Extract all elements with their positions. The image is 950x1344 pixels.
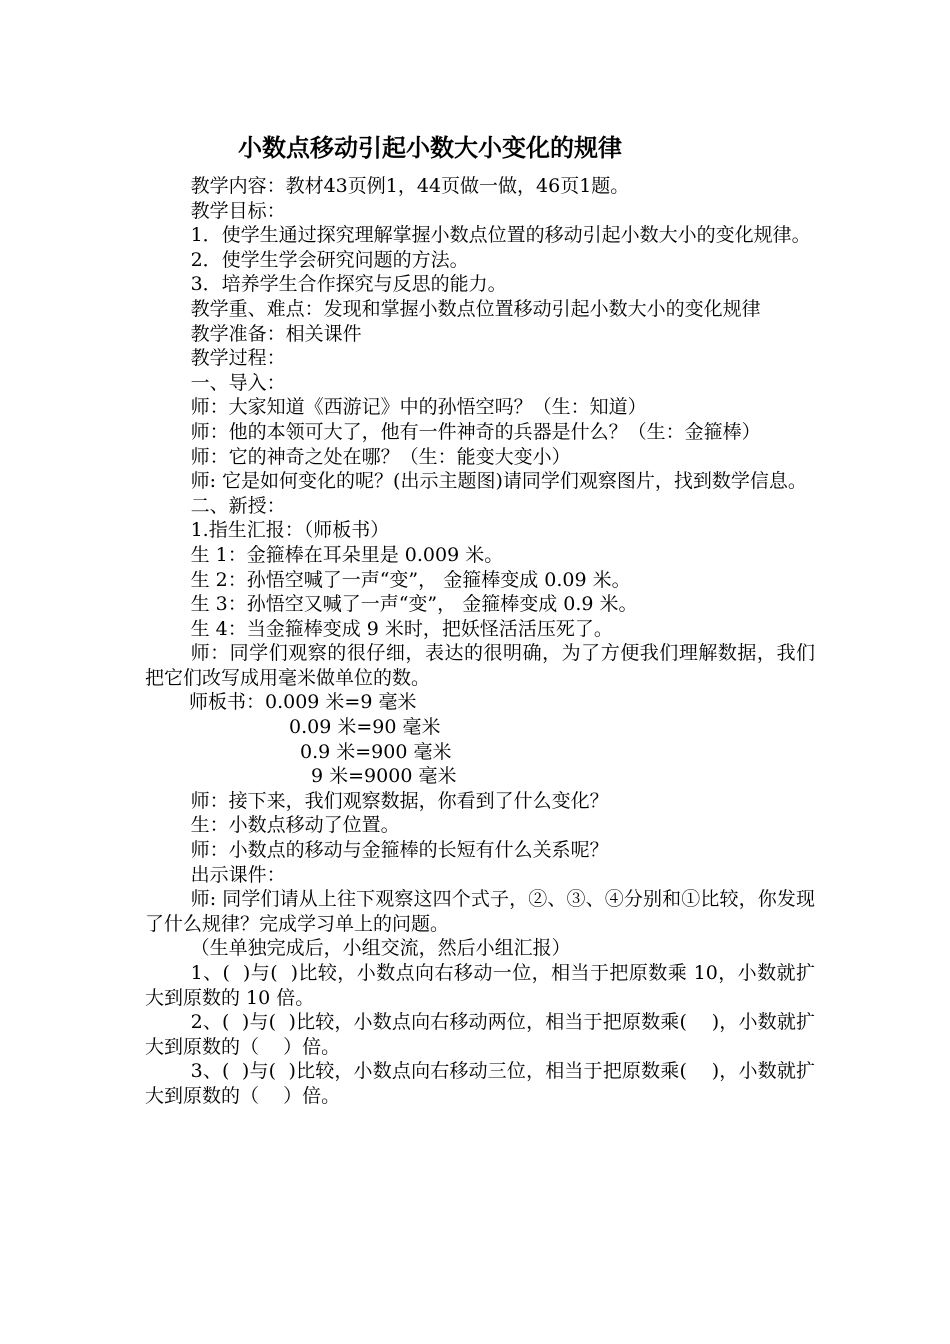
paragraph: 师：它的神奇之处在哪？（生：能变大变小） bbox=[190, 445, 571, 468]
paragraph: 3．培养学生合作探究与反思的能力。 bbox=[190, 273, 507, 296]
paragraph: 二、新授： bbox=[190, 494, 286, 517]
paragraph: 一、导入： bbox=[190, 371, 286, 394]
document-title: 小数点移动引起小数大小变化的规律 bbox=[238, 133, 622, 162]
board-formula: 师板书：0.009 米=9 毫米 bbox=[189, 691, 417, 714]
paragraph: 2．使学生学会研究问题的方法。 bbox=[190, 248, 469, 271]
paragraph: 教学准备：相关课件 bbox=[190, 322, 362, 345]
paragraph: 教学内容：教材43页例1，44页做一做，46页1题。 bbox=[190, 175, 630, 197]
paragraph: 师: 它是如何变化的呢？(出示主题图)请同学们观察图片，找到数学信息。 bbox=[190, 470, 807, 493]
paragraph: 教学过程： bbox=[190, 347, 286, 370]
paragraph: 教学重、难点：发现和掌握小数点位置移动引起小数大小的变化规律 bbox=[190, 297, 761, 320]
board-formula: 0.9 米=900 毫米 bbox=[300, 740, 452, 763]
paragraph: 生 4：当金箍棒变成 9 米时，把妖怪活活压死了。 bbox=[190, 617, 613, 640]
paragraph: 3、( )与( )比较，小数点向右移动三位，相当于把原数乘( )，小数就扩大到原数的（ ）倍。 bbox=[145, 1060, 815, 1107]
paragraph: 师：接下来，我们观察数据，你看到了什么变化？ bbox=[190, 789, 609, 812]
paragraph: 教学目标： bbox=[190, 199, 286, 222]
paragraph: 出示课件： bbox=[190, 863, 286, 886]
document-body bbox=[145, 174, 815, 1109]
paragraph: 2、( )与( )比较，小数点向右移动两位，相当于把原数乘( )，小数就扩大到原数的（ ）倍。 bbox=[145, 1011, 815, 1058]
paragraph: 师：小数点的移动与金箍棒的长短有什么关系呢？ bbox=[190, 839, 609, 862]
paragraph: 师: 同学们请从上往下观察这四个式子，②、③、④分别和①比较，你发现了什么规律？完成学习单上的问题。 bbox=[145, 888, 815, 935]
board-formula: 9 米=9000 毫米 bbox=[311, 765, 457, 788]
paragraph: 生 1：金箍棒在耳朵里是 0.009 米。 bbox=[190, 543, 504, 566]
paragraph: 师：大家知道《西游记》中的孙悟空吗？（生：知道） bbox=[190, 396, 647, 419]
paragraph: 生 3：孙悟空又喊了一声“变”， 金箍棒变成 0.9 米。 bbox=[190, 593, 638, 616]
paragraph: 1．使学生通过探究理解掌握小数点位置的移动引起小数大小的变化规律。 bbox=[190, 224, 811, 247]
board-formula: 0.09 米=90 毫米 bbox=[289, 716, 441, 739]
paragraph: 1.指生汇报：（师板书） bbox=[190, 519, 390, 542]
paragraph: 生：小数点移动了位置。 bbox=[190, 814, 400, 837]
paragraph: 师：同学们观察的很仔细，表达的很明确，为了方便我们理解数据，我们把它们改写成用毫米做单位的数。 bbox=[145, 642, 815, 689]
paragraph: 1、( )与( )比较，小数点向右移动一位，相当于把原数乘 10，小数就扩大到原数的 10 倍。 bbox=[145, 962, 815, 1009]
paragraph: 师：他的本领可大了，他有一件神奇的兵器是什么？（生：金箍棒） bbox=[190, 420, 761, 443]
paragraph: 生 2：孙悟空喊了一声“变”， 金箍棒变成 0.09 米。 bbox=[190, 568, 631, 591]
paragraph: （生单独完成后，小组交流，然后小组汇报） bbox=[190, 937, 571, 960]
